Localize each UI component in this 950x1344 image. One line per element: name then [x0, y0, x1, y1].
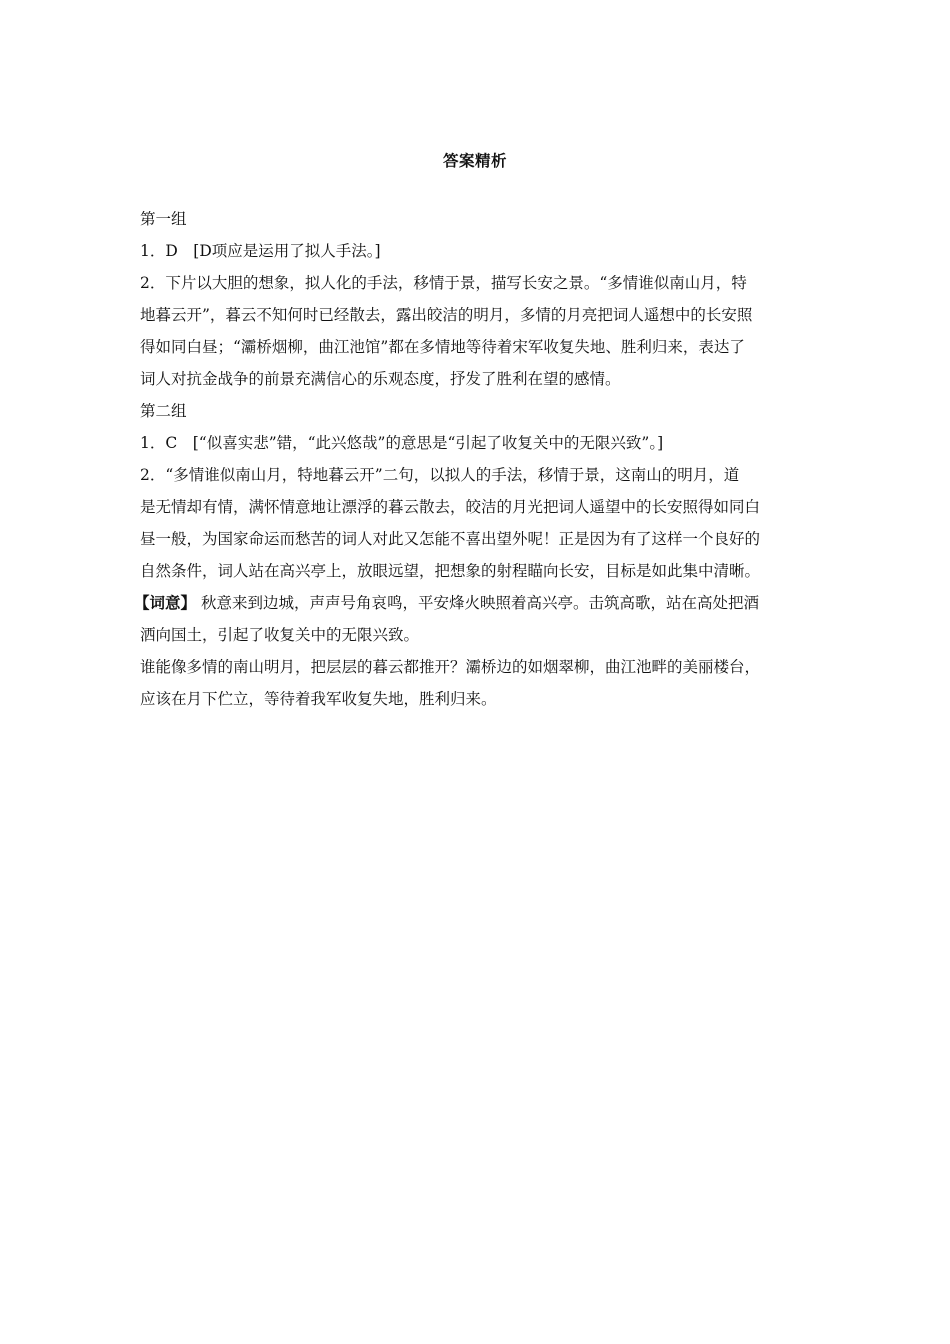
group1-answer-2-line: 地暮云开”，暮云不知何时已经散去，露出皎洁的明月，多情的月亮把词人遥想中的长安照 [140, 306, 753, 324]
group1-answer-1: 1．D [D项应是运用了拟人手法。] [140, 242, 381, 260]
group2-label: 第二组 [140, 402, 187, 420]
ciyi-line: 应该在月下伫立，等待着我军收复失地，胜利归来。 [140, 690, 497, 708]
ciyi-line: 谁能像多情的南山明月，把层层的暮云都推开？灞桥边的如烟翠柳，曲江池畔的美丽楼台， [140, 658, 761, 676]
group2-answer-2-line: 昼一般，为国家命运而愁苦的词人对此又怎能不喜出望外呢！正是因为有了这样一个良好的 [140, 530, 761, 548]
group2-answer-2-line: 2．“多情谁似南山月，特地暮云开”二句，以拟人的手法，移情于景，这南山的明月，道 [140, 466, 740, 484]
page-title: 答案精析 [442, 152, 507, 170]
ciyi-text: 秋意来到边城，声声号角哀鸣，平安烽火映照着高兴亭。击筑高歌，站在高处把酒 [200, 594, 759, 612]
ciyi-tag: 【词意】 [134, 594, 197, 612]
group2-answer-1: 1．C [“似喜实悲”错，“此兴悠哉”的意思是“引起了收复关中的无限兴致”。] [140, 434, 664, 452]
ciyi-line [134, 587, 820, 619]
ciyi-line: 洒向国土，引起了收复关中的无限兴致。 [140, 626, 420, 644]
answer-body [134, 203, 820, 715]
group1-answer-2-line: 词人对抗金战争的前景充满信心的乐观态度，抒发了胜利在望的感情。 [140, 370, 621, 388]
group1-answer-2-line: 得如同白昼；“灞桥烟柳，曲江池馆”都在多情地等待着宋军收复失地、胜利归来，表达了 [140, 338, 745, 356]
group1-answer-2-line: 2．下片以大胆的想象，拟人化的手法，移情于景，描写长安之景。“多情谁似南山月，特 [140, 274, 747, 292]
group2-answer-2-line: 是无情却有情，满怀情意地让漂浮的暮云散去，皎洁的月光把词人遥望中的长安照得如同白 [140, 498, 761, 516]
group2-answer-2-line: 自然条件，词人站在高兴亭上，放眼远望，把想象的射程瞄向长安，目标是如此集中清晰。 [140, 562, 761, 580]
group1-label: 第一组 [140, 210, 187, 228]
